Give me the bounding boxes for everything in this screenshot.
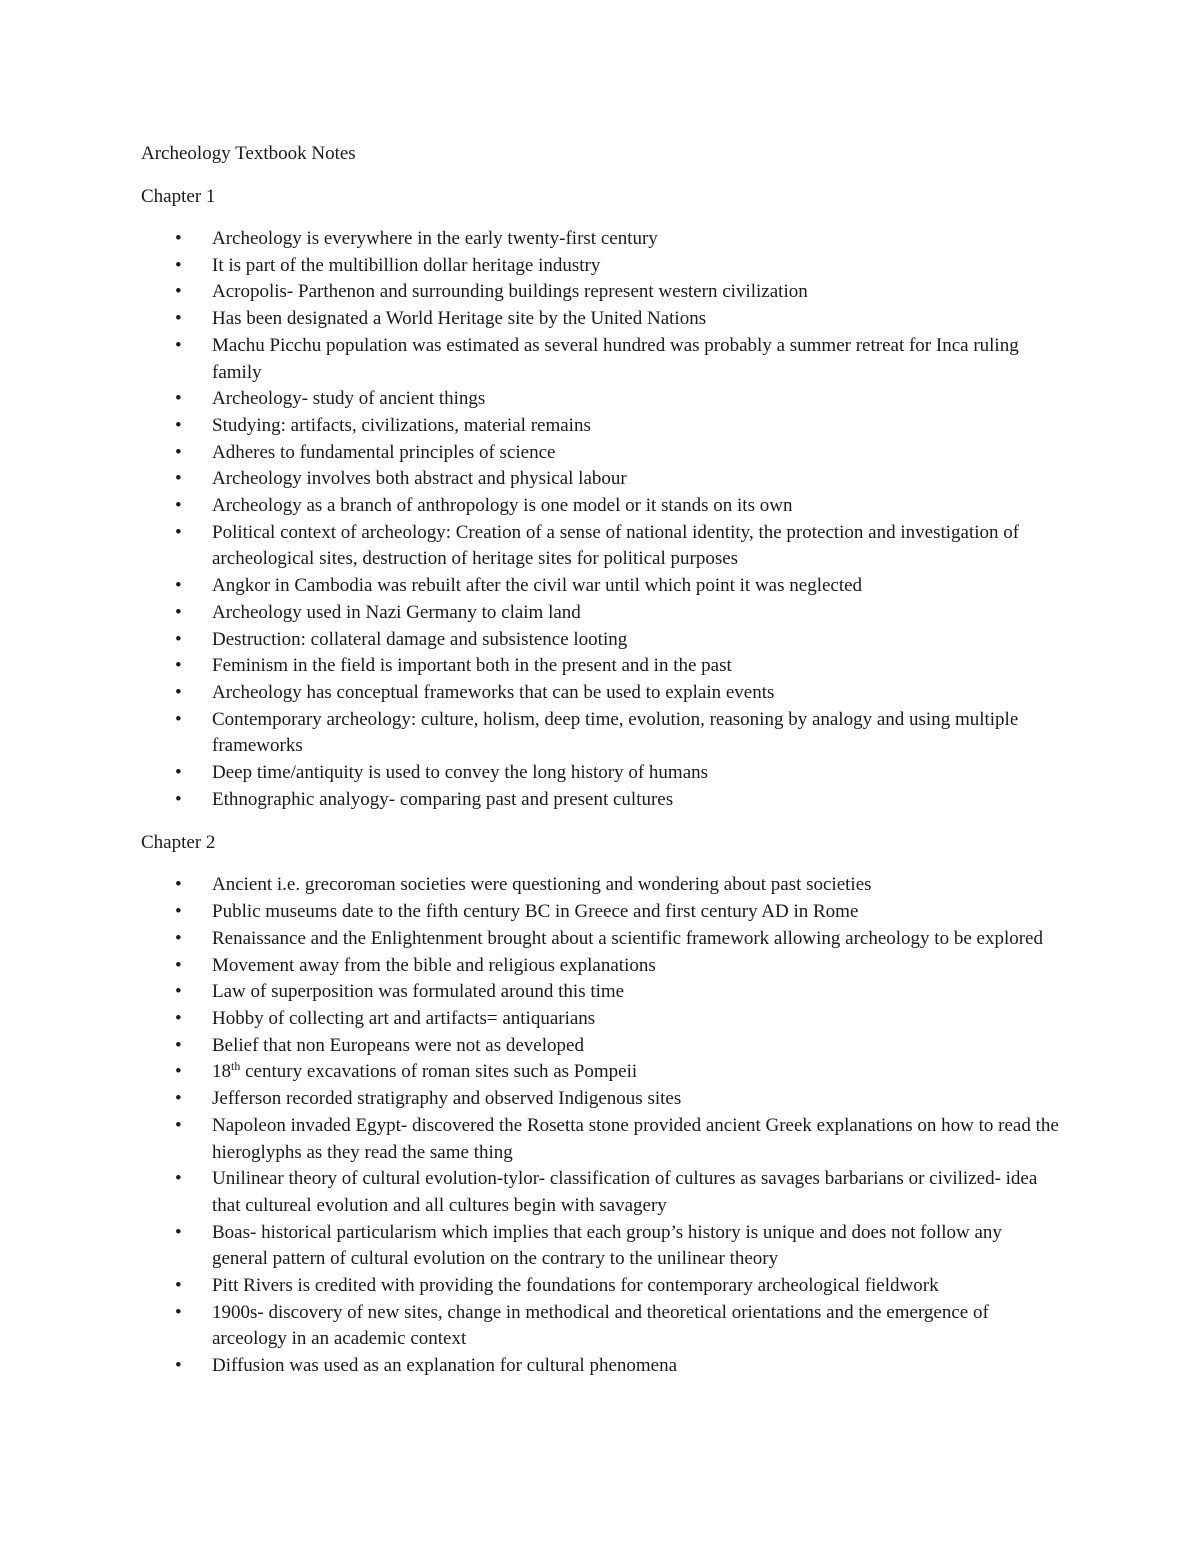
list-item-text: Ethnographic analyogy- comparing past and present cultures [212,788,674,810]
list-item [141,979,1061,1006]
list-item-text: Destruction: collateral damage and subsistence looting [212,628,628,650]
bullet-icon: • [175,575,182,597]
list-item-text: Contemporary archeology: culture, holism, deep time, evolution, reasoning by analogy and using multiple frameworks [212,708,1019,757]
bullet-icon: • [175,1114,182,1136]
bullet-icon: • [175,1168,182,1190]
bullet-icon: • [175,1355,182,1377]
list-item-text: Pitt Rivers is credited with providing the foundations for contemporary archeological fieldwork [212,1275,939,1297]
list-item-text: Public museums date to the fifth century BC in Greece and first century AD in Rome [212,901,859,923]
list-item [141,520,1061,573]
bullet-icon: • [175,954,182,976]
bullet-icon: • [175,628,182,650]
list-item [141,1353,1061,1380]
bullet-icon: • [175,1007,182,1029]
list-item-text: Archeology has conceptual frameworks that can be used to explain events [212,681,775,703]
list-item-text: Diffusion was used as an explanation for cultural phenomena [212,1355,678,1377]
list-item-text: Acropolis- Parthenon and surrounding buildings represent western civilization [212,281,808,303]
list-item-text: It is part of the multibillion dollar heritage industry [212,254,601,276]
bullet-icon: • [175,495,182,517]
list-item-text: Studying: artifacts, civilizations, material remains [212,414,591,436]
bullet-icon: • [175,1275,182,1297]
document-title: Archeology Textbook Notes [141,143,356,164]
list-item-text: Political context of archeology: Creation of a sense of national identity, the protection and investigation of archeological sites, destruction of heritage sites for political purposes [212,521,1020,570]
bullet-icon: • [175,281,182,303]
chapter-1-heading: Chapter 1 [141,186,216,207]
list-item [141,787,1061,814]
list-item-text: Belief that non Europeans were not as developed [212,1034,584,1056]
bullet-icon: • [175,1301,182,1323]
list-item [141,306,1061,333]
list-item [141,1086,1061,1113]
list-item-text: Unilinear theory of cultural evolution-tylor- classification of cultures as savages barbarians or civilized- idea that cultureal evolution and all cultures begin with savagery [212,1168,1038,1216]
list-item [141,413,1061,440]
list-item-text: Boas- historical particularism which implies that each group’s history is unique and does not follow any general pattern of cultural evolution on the contrary to the unilinear theory [212,1221,1002,1270]
bullet-icon: • [175,254,182,276]
bullet-icon: • [175,927,182,949]
bullet-icon: • [175,762,182,784]
list-item-text: Adheres to fundamental principles of science [212,441,556,463]
document-page [141,141,1061,1397]
list-item-rest: century excavations of roman sites such as Pompeii [240,1061,638,1083]
list-item [141,760,1061,787]
list-item [141,899,1061,926]
list-item [141,680,1061,707]
list-item [141,493,1061,520]
list-item [141,1220,1061,1273]
bullet-icon: • [175,981,182,1003]
list-item-text: Feminism in the field is important both in the present and in the past [212,655,732,677]
list-item-text: Archeology as a branch of anthropology is one model or it stands on its own [212,495,793,517]
bullet-icon: • [175,901,182,923]
bullet-icon: • [175,788,182,810]
bullet-icon: • [175,521,182,543]
ordinal-suffix: th [231,1059,241,1074]
list-item-text: Deep time/antiquity is used to convey the long history of humans [212,762,709,784]
list-item-text: Archeology is everywhere in the early twenty-first century [212,228,658,249]
chapter-2-notes-list [141,872,1061,1379]
ordinal-number: 18 [212,1061,231,1083]
list-item-text: Has been designated a World Heritage site by the United Nations [212,308,707,330]
list-item-text: Machu Picchu population was estimated as several hundred was probably a summer retreat for Inca ruling family [212,334,1019,383]
list-item [141,386,1061,413]
list-item [141,573,1061,600]
bullet-icon: • [175,601,182,623]
chapter-1-notes-list [141,226,1061,813]
list-item [141,1113,1061,1166]
list-item [141,279,1061,306]
list-item-text: Jefferson recorded stratigraphy and observed Indigenous sites [212,1088,682,1110]
list-item [141,1273,1061,1300]
list-item [141,707,1061,760]
bullet-icon: • [175,414,182,436]
list-item [141,926,1061,953]
list-item [141,627,1061,654]
list-item [141,253,1061,280]
list-item-text: Renaissance and the Enlightenment brought about a scientific framework allowing archeology to be explored [212,927,1043,949]
chapter-2-heading: Chapter 2 [141,832,216,854]
list-item-text: Archeology- study of ancient things [212,388,486,410]
list-item [141,653,1061,680]
bullet-icon: • [175,334,182,356]
list-item [141,1006,1061,1033]
list-item-text: Law of superposition was formulated around this time [212,981,625,1003]
list-item-text: Movement away from the bible and religious explanations [212,954,656,976]
list-item [141,1033,1061,1060]
bullet-icon: • [175,1061,182,1083]
list-item [141,600,1061,627]
bullet-icon: • [175,228,182,249]
list-item-text: Napoleon invaded Egypt- discovered the Rosetta stone provided ancient Greek explanations on how to read the hieroglyphs as they read the same thing [212,1114,1059,1163]
bullet-icon: • [175,874,182,896]
list-item [141,1059,1061,1086]
list-item [141,440,1061,467]
list-item [141,226,1061,253]
list-item-text: Hobby of collecting art and artifacts= antiquarians [212,1007,596,1029]
list-item-text [212,1061,637,1082]
list-item [141,333,1061,386]
list-item-text: Ancient i.e. grecoroman societies were questioning and wondering about past societies [212,874,872,896]
list-item-text: Angkor in Cambodia was rebuilt after the civil war until which point it was neglected [212,575,863,597]
bullet-icon: • [175,708,182,730]
list-item-text: 1900s- discovery of new sites, change in methodical and theoretical orientations and the emergence of arceology in an academic context [212,1301,989,1350]
bullet-icon: • [175,441,182,463]
bullet-icon: • [175,655,182,677]
bullet-icon: • [175,1221,182,1243]
bullet-icon: • [175,388,182,410]
list-item-text: Archeology involves both abstract and physical labour [212,468,627,490]
bullet-icon: • [175,681,182,703]
bullet-icon: • [175,1088,182,1110]
bullet-icon: • [175,308,182,330]
list-item [141,872,1061,899]
bullet-icon: • [175,468,182,490]
bullet-icon: • [175,1034,182,1056]
list-item [141,953,1061,980]
list-item [141,466,1061,493]
list-item-text: Archeology used in Nazi Germany to claim land [212,601,581,623]
list-item [141,1166,1061,1219]
list-item [141,1300,1061,1353]
